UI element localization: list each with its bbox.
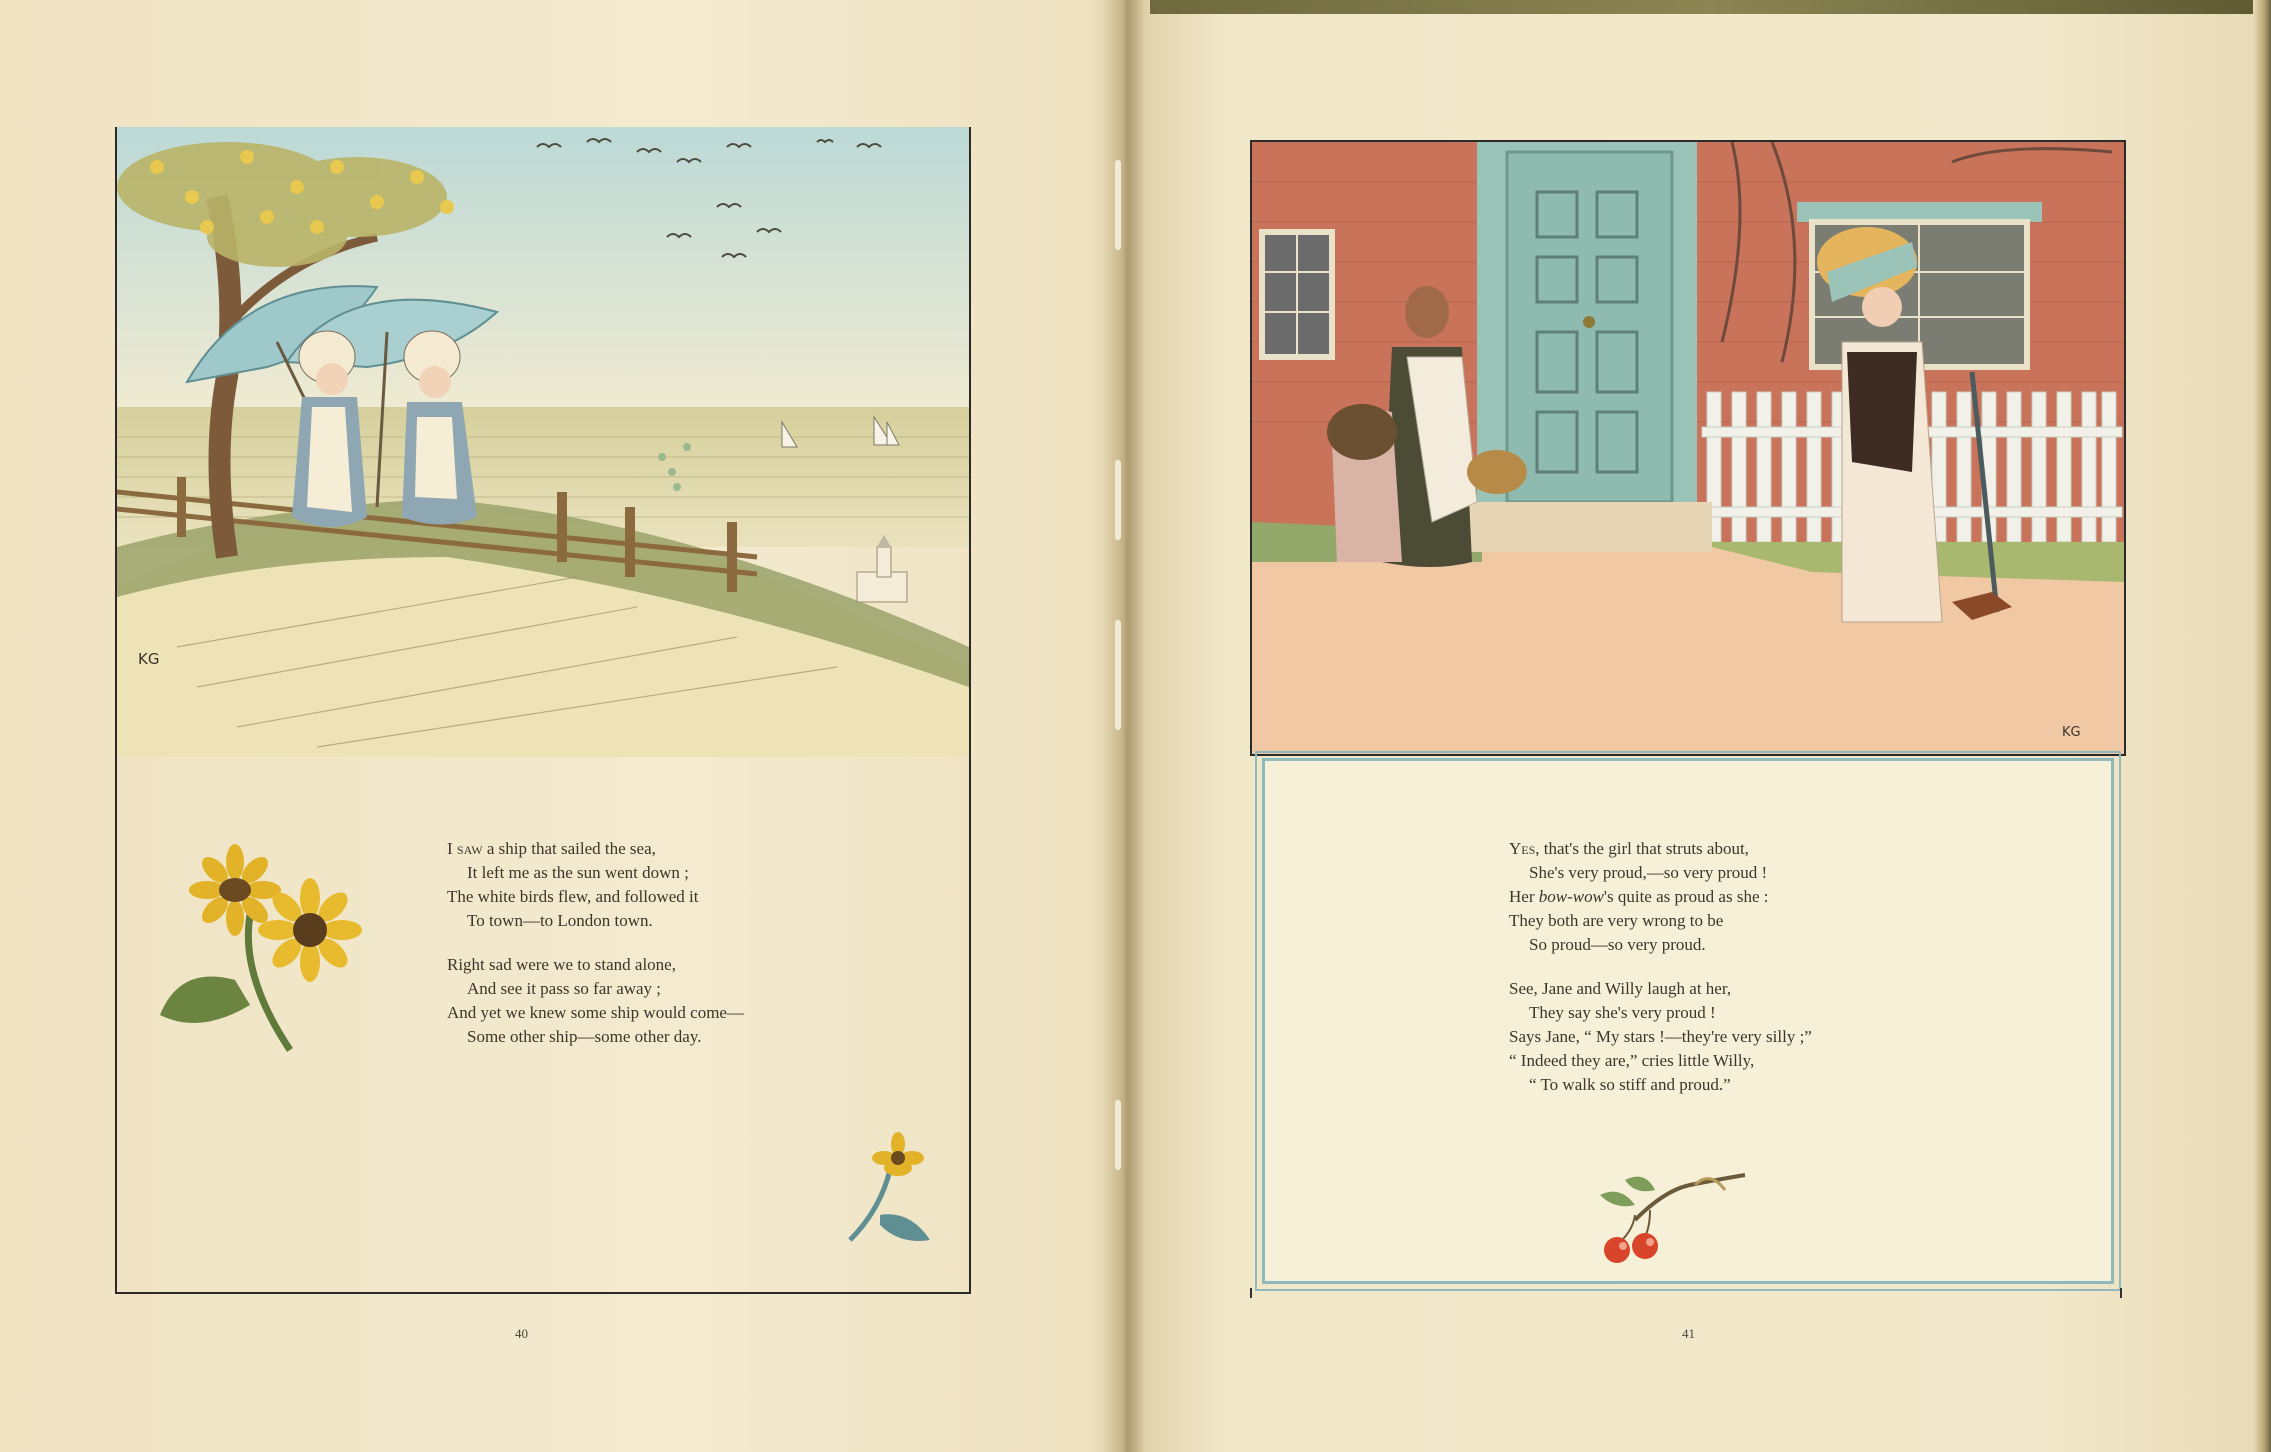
poem-line: “ To walk so stiff and proud.” <box>1529 1075 1731 1094</box>
poem-line: And yet we knew some ship would come— <box>447 1003 744 1022</box>
poem-line: Her bow-wow's quite as proud as she : <box>1509 887 1769 906</box>
stanza <box>447 953 744 1049</box>
poem-line: They say she's very proud ! <box>1529 1003 1716 1022</box>
page-edge <box>2253 0 2271 1452</box>
page-number: 41 <box>1682 1326 1695 1341</box>
cherries-icon <box>1595 1160 1755 1270</box>
poem-line: So proud—so very proud. <box>1529 935 1706 954</box>
artist-initials: KG <box>2062 725 2081 740</box>
poem-line: The white birds flew, and followed it <box>447 887 699 906</box>
left-poem <box>447 837 744 1069</box>
frame-tick <box>2120 1288 2122 1298</box>
poem-line <box>447 837 744 861</box>
stanza <box>1509 977 1812 1097</box>
stanza <box>1509 837 1812 957</box>
binding-thread <box>1115 160 1121 250</box>
poem-text: , that's the girl that struts about, <box>1535 839 1749 858</box>
binding-thread <box>1115 460 1121 540</box>
poem-line: They both are very wrong to be <box>1509 911 1724 930</box>
binding-thread <box>1115 620 1121 730</box>
poem-line: “ Indeed they are,” cries little Willy, <box>1509 1051 1755 1070</box>
poem-line: To town—to London town. <box>467 911 653 930</box>
small-sunflower-icon <box>840 1130 950 1250</box>
right-illustration <box>1250 140 2126 756</box>
poem-text: a ship that sailed the sea, <box>482 839 656 858</box>
binding-thread <box>1115 1100 1121 1170</box>
poem-line: See, Jane and Willy laugh at her, <box>1509 979 1732 998</box>
book-cover-edge <box>1150 0 2271 14</box>
book-gutter <box>1105 0 1145 1452</box>
poem-line: And see it pass so far away ; <box>467 979 662 998</box>
poem-line: Says Jane, “ My stars !—they're very silly ;” <box>1509 1027 1812 1046</box>
artist-initials: KG <box>138 650 160 668</box>
sunflower-icon <box>140 835 380 1065</box>
poem-line: Some other ship—some other day. <box>467 1027 702 1046</box>
frame-tick <box>1250 1288 1252 1298</box>
page-number: 40 <box>515 1326 528 1341</box>
right-poem <box>1509 837 1812 1117</box>
poem-line: Right sad were we to stand alone, <box>447 955 676 974</box>
poem-lead: I saw <box>447 839 483 858</box>
poem-line: She's very proud,—so very proud ! <box>1529 863 1768 882</box>
poem-line <box>1509 837 1812 861</box>
poem-line: It left me as the sun went down ; <box>467 863 689 882</box>
left-illustration <box>117 127 969 757</box>
poem-lead: Yes <box>1509 839 1536 858</box>
stanza <box>447 837 744 933</box>
